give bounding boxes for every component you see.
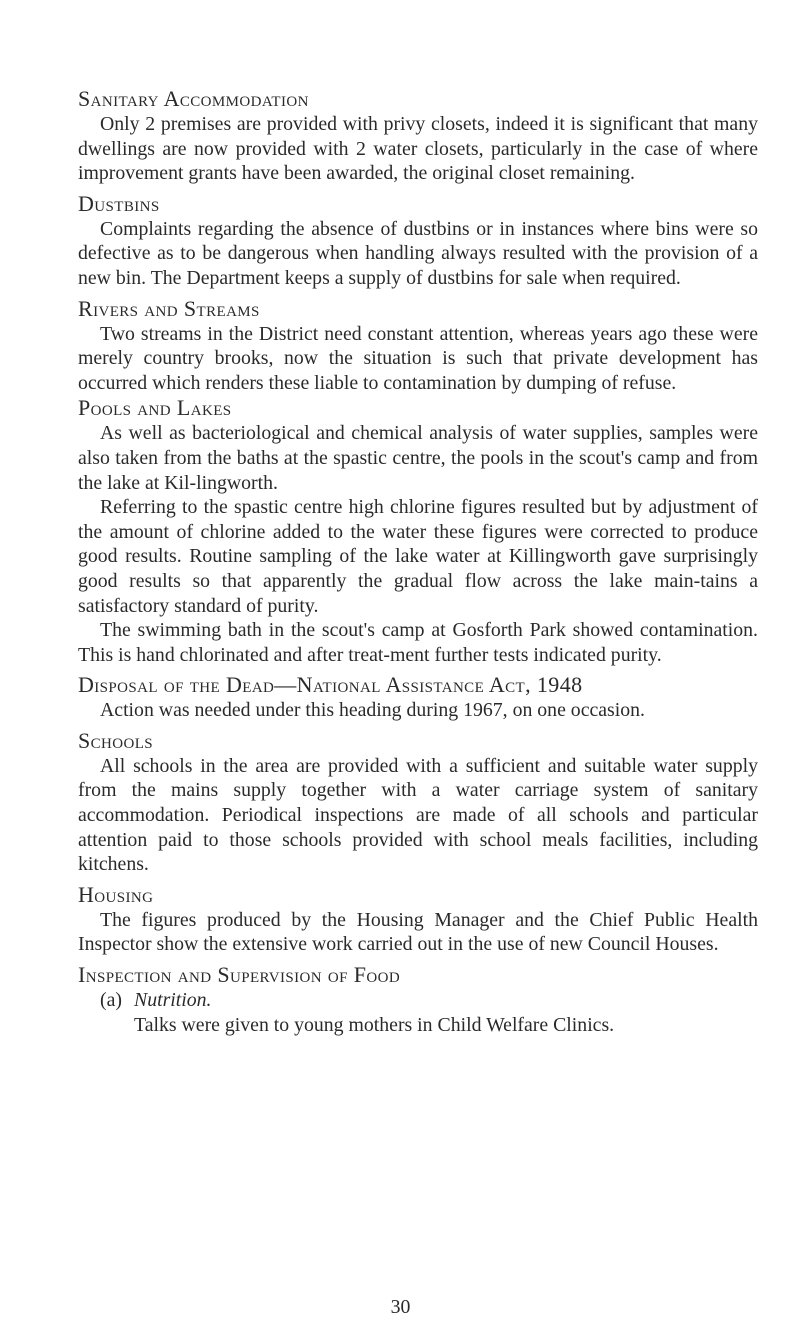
section-schools bbox=[78, 728, 758, 877]
section-housing bbox=[78, 882, 758, 957]
paragraph: Only 2 premises are provided with privy closets, indeed it is significant that many dwellings are now provided with 2 water closets, particularly in the case of where improvement grants have been awarded, the original closet remaining. bbox=[78, 113, 758, 185]
paragraph: The figures produced by the Housing Manager and the Chief Public Health Inspector show the extensive work carried out in the use of new Council Houses. bbox=[78, 908, 758, 956]
section-heading: Rivers and Streams bbox=[78, 295, 260, 321]
paragraph: Action was needed under this heading during 1967, on one occasion. bbox=[100, 699, 645, 722]
section-heading: Housing bbox=[78, 881, 154, 907]
subsection-title: Nutrition. bbox=[134, 989, 212, 1012]
paragraph: Complaints regarding the absence of dustbins or in instances where bins were so defective as to be dangerous when handling always resulted with the provision of a new bin. The Department keeps a supply of dustbins for sale when required. bbox=[78, 217, 758, 289]
section-heading: Schools bbox=[78, 727, 154, 753]
section-dustbins bbox=[78, 191, 758, 291]
section-heading: Inspection and Supervision of Food bbox=[78, 962, 401, 988]
page-number: 30 bbox=[390, 1296, 411, 1318]
paragraph: Two streams in the District need constant attention, whereas years ago these were merely country brooks, now the situation is such that private development has occurred which renders these liable to contamination by dumping of refuse. bbox=[78, 322, 758, 394]
document-page bbox=[78, 86, 758, 1037]
subsection-paragraph: Talks were given to young mothers in Child Welfare Clinics. bbox=[134, 1013, 615, 1036]
section-inspection-of-food bbox=[78, 962, 758, 1037]
section-heading: Disposal of the Dead—National Assistance Act, 1948 bbox=[78, 672, 583, 698]
section-heading: Dustbins bbox=[78, 190, 160, 216]
section-heading: Sanitary Accommodation bbox=[78, 86, 309, 111]
paragraph: All schools in the area are provided with a sufficient and suitable water supply from the mains supply together with a water carriage system of sanitary accommodation. Periodical inspections are made of all schools and particular attention paid to those schools provided with school meals facilities, including kitchens. bbox=[78, 754, 758, 876]
section-sanitary-accommodation bbox=[78, 86, 758, 186]
paragraph: The swimming bath in the scout's camp at Gosforth Park showed contamination. This is hand chlorinated and after treat-ment further tests indicated purity. bbox=[78, 619, 758, 666]
paragraph: As well as bacteriological and chemical analysis of water supplies, samples were also taken from the baths at the spastic centre, the pools in the scout's camp and from the lake at Kil-lingworth. bbox=[78, 422, 758, 494]
section-heading: Pools and Lakes bbox=[78, 395, 232, 421]
section-disposal-of-the-dead bbox=[78, 672, 758, 723]
section-rivers-and-streams bbox=[78, 296, 758, 396]
subsection-tag: (a) bbox=[100, 989, 122, 1012]
section-pools-and-lakes bbox=[78, 395, 758, 667]
subsection-heading bbox=[78, 988, 758, 1013]
paragraph: Referring to the spastic centre high chlorine figures resulted but by adjustment of the amount of chlorine added to the water these figures were corrected to produce good results. Routine sampling of the lake water at Killingworth gave surprisingly good results so that apparently the gradual flow across the lake main-tains a satisfactory standard of purity. bbox=[78, 496, 758, 617]
